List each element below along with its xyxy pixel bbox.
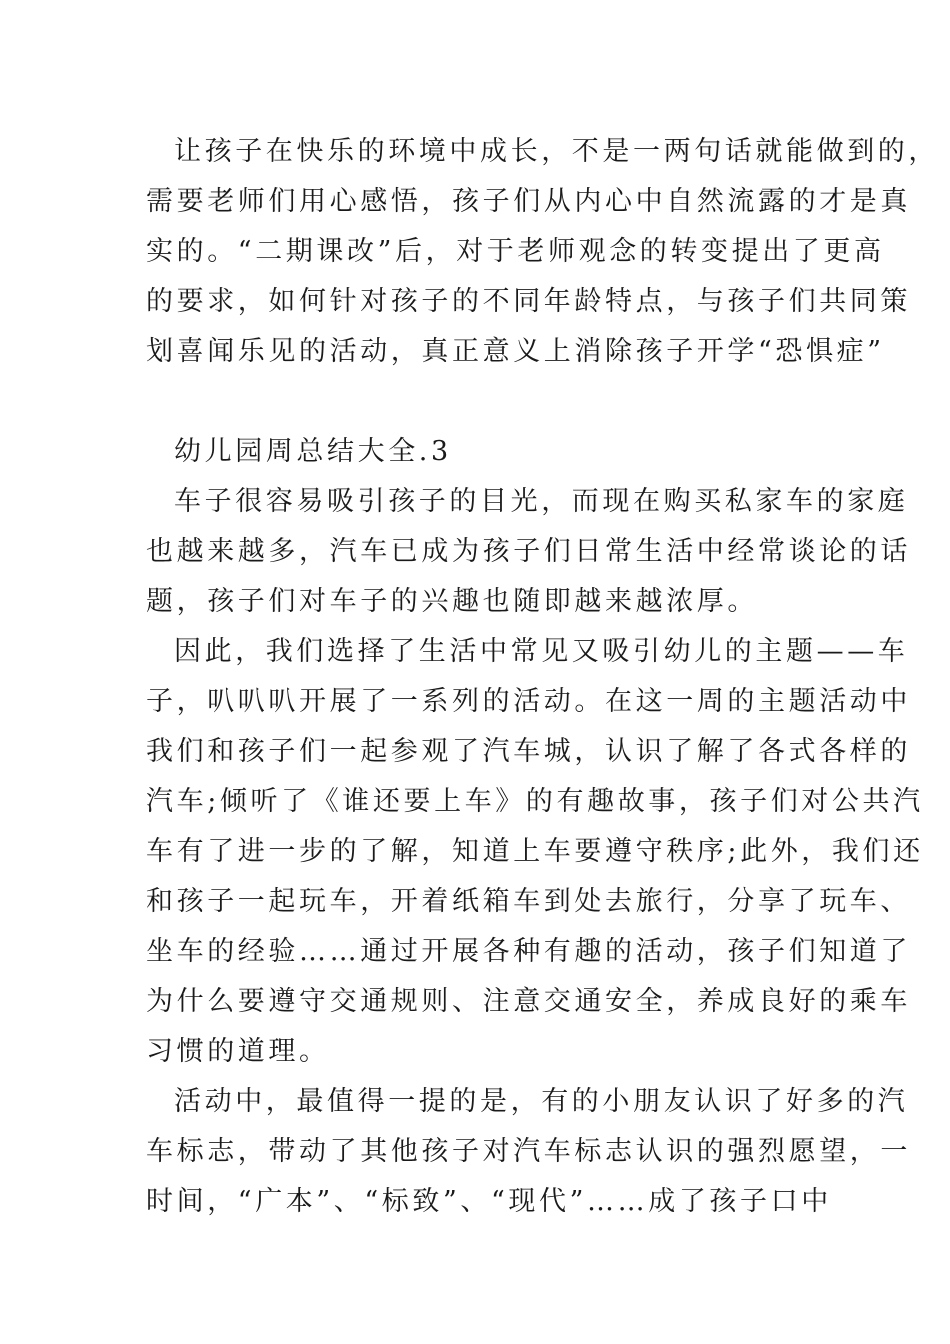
text-line: 车子很容易吸引孩子的目光，而现在购买私家车的家庭 [174,486,909,517]
text-line: 习惯的道理。 [146,1036,330,1067]
text-line: 为什么要遵守交通规则、注意交通安全，养成良好的乘车 [146,986,911,1017]
text-line: 和孩子一起玩车，开着纸箱车到处去旅行，分享了玩车、 [146,886,911,917]
text-line: 时间，“广本”、“标致”、“现代”……成了孩子口中 [146,1186,832,1217]
text-line: 车标志，带动了其他孩子对汽车标志认识的强烈愿望，一 [146,1136,911,1167]
text-line: 实的。“二期课改”后，对于老师观念的转变提出了更高 [146,236,885,267]
text-line: 活动中，最值得一提的是，有的小朋友认识了好多的汽 [174,1086,909,1117]
section-heading: 幼儿园周总结大全.3 [174,436,452,467]
text-line: 子，叭叭叭开展了一系列的活动。在这一周的主题活动中 [146,686,911,717]
text-line: 划喜闻乐见的活动，真正意义上消除孩子开学“恐惧症” [146,336,885,367]
text-line: 题，孩子们对车子的兴趣也随即越来越浓厚。 [146,586,758,617]
text-line: 坐车的经验……通过开展各种有趣的活动，孩子们知道了 [146,936,911,967]
text-line: 因此，我们选择了生活中常见又吸引幼儿的主题——车 [174,636,909,667]
text-line: 也越来越多，汽车已成为孩子们日常生活中经常谈论的话 [146,536,911,567]
text-line: 让孩子在快乐的环境中成长，不是一两句话就能做到的， [174,136,939,167]
text-line: 需要老师们用心感悟，孩子们从内心中自然流露的才是真 [146,186,911,217]
text-line: 汽车;倾听了《谁还要上车》的有趣故事，孩子们对公共汽 [146,786,924,817]
text-line: 我们和孩子们一起参观了汽车城，认识了解了各式各样的 [146,736,911,767]
text-line: 车有了进一步的了解，知道上车要遵守秩序;此外，我们还 [146,836,924,867]
text-line: 的要求，如何针对孩子的不同年龄特点，与孩子们共同策 [146,286,911,317]
